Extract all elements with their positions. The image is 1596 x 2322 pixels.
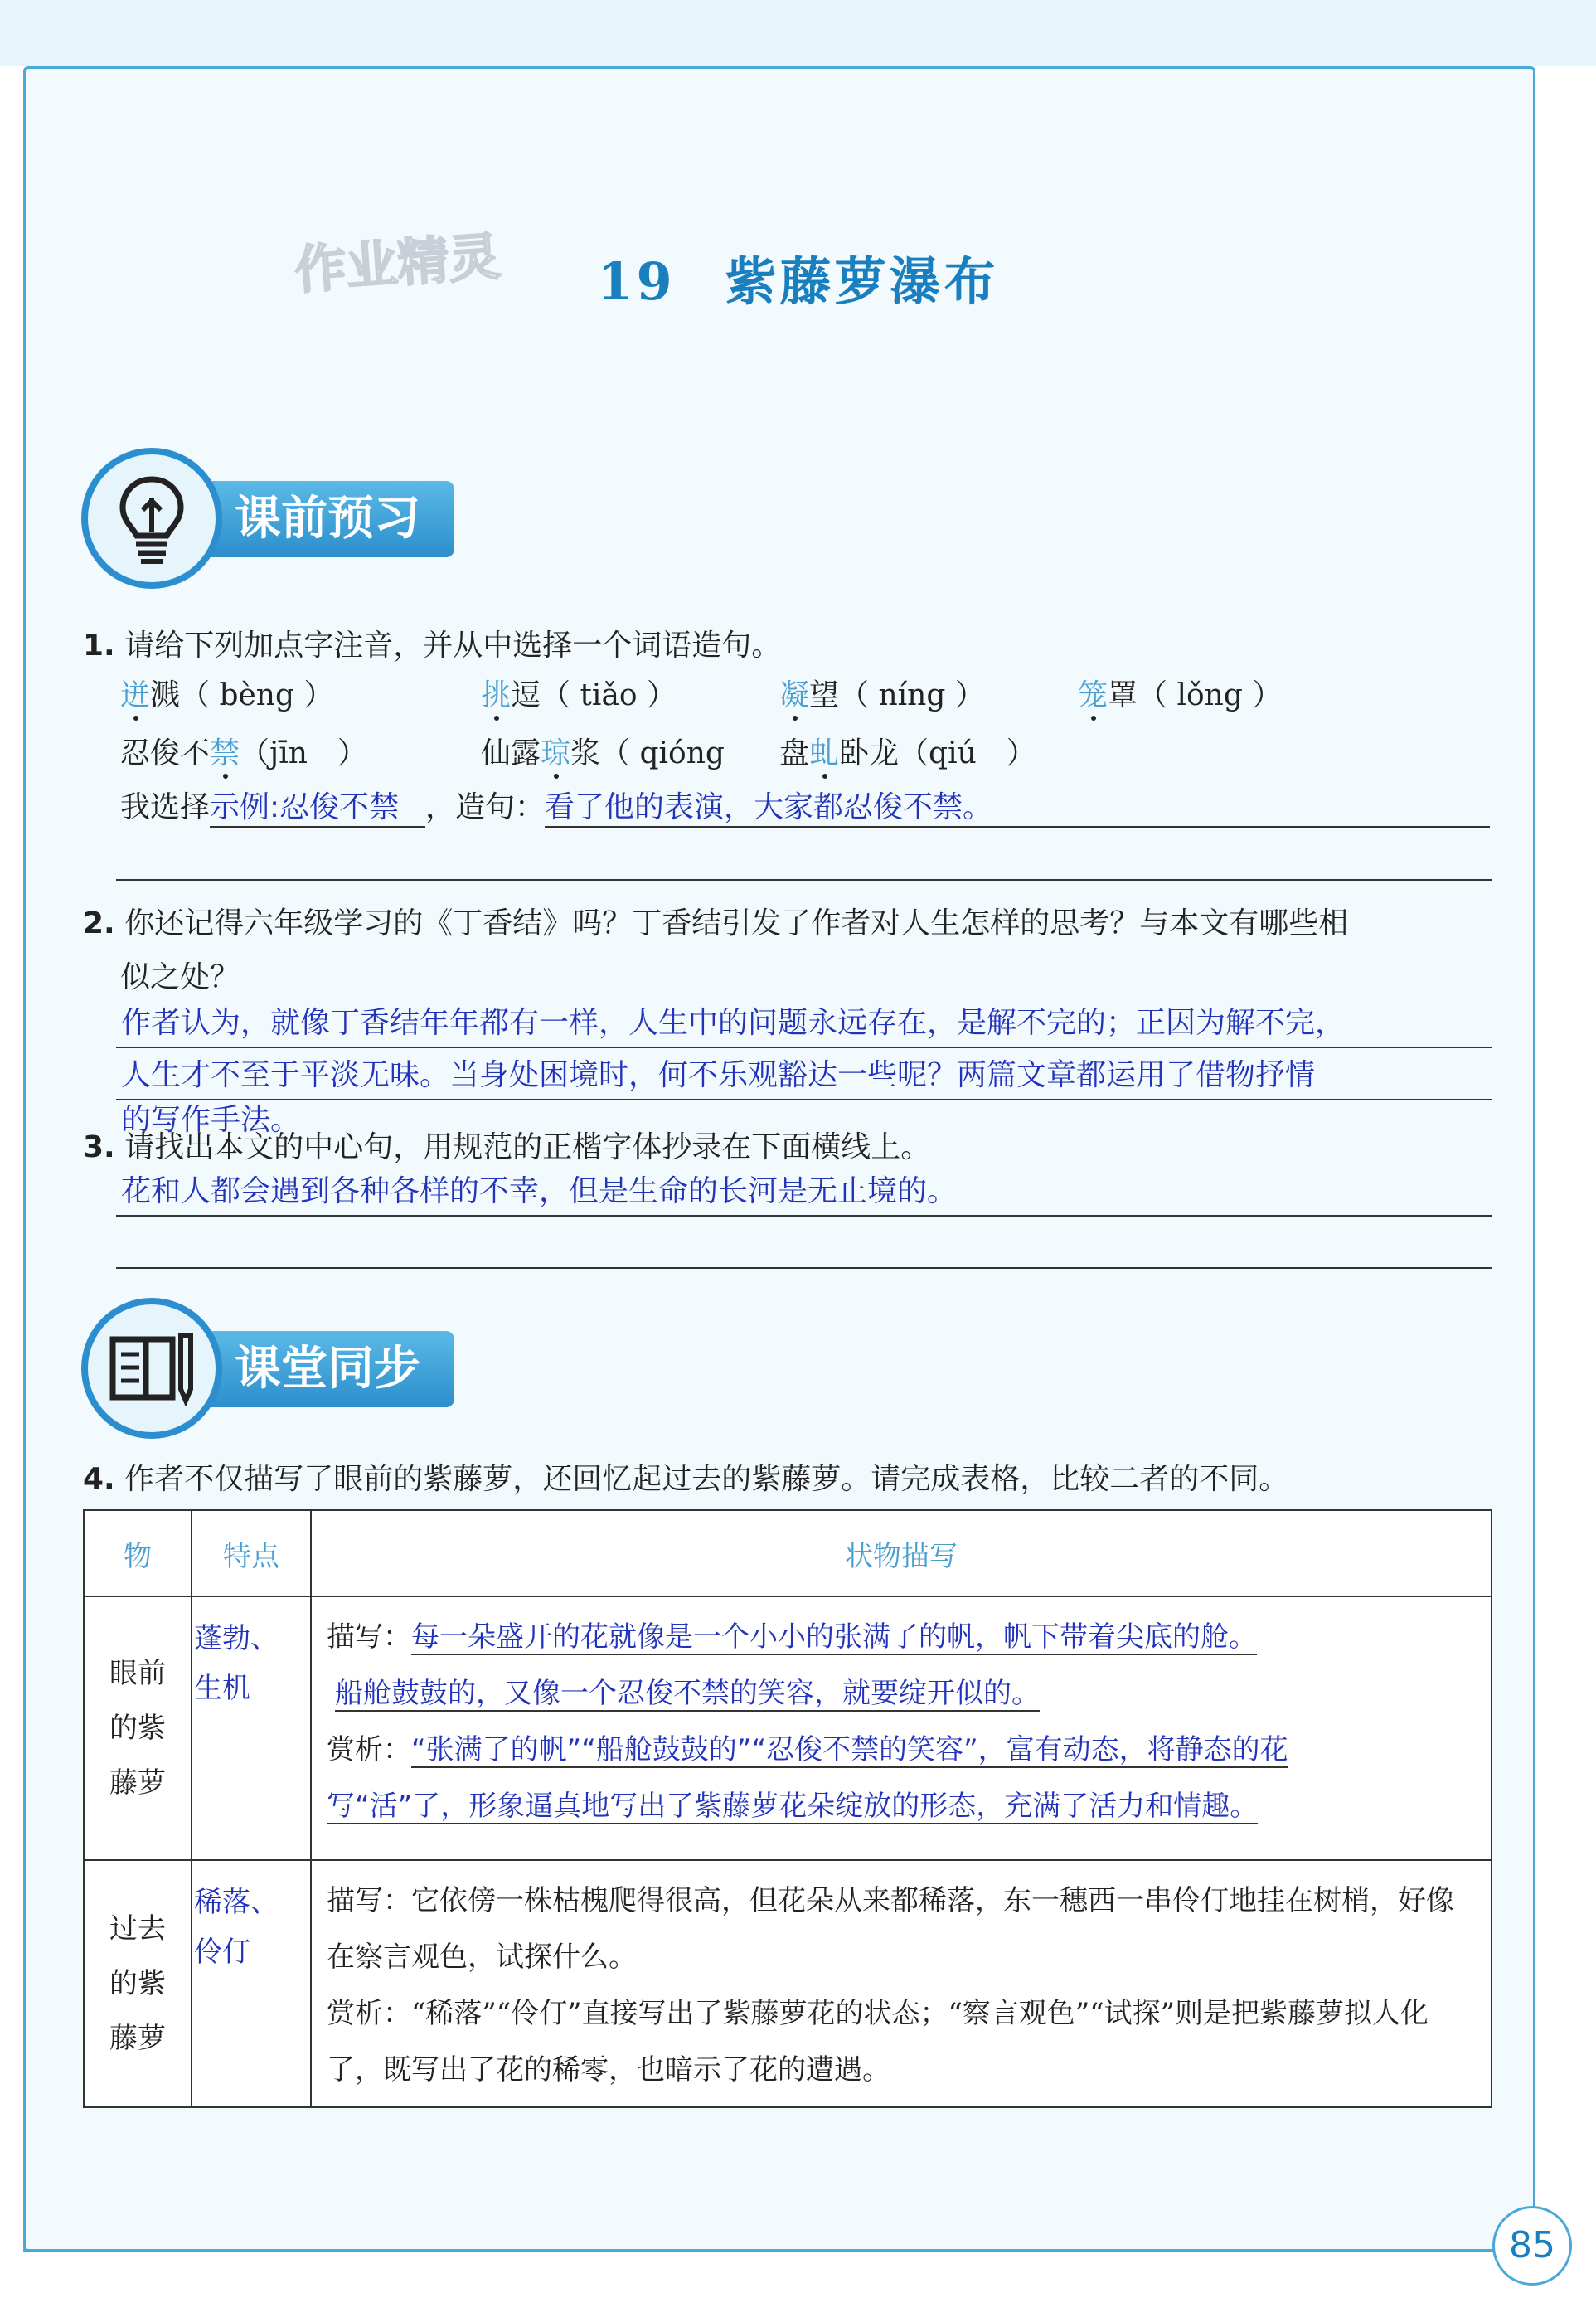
pinyin-item: 笼罩（ lǒng ）: [1078, 678, 1283, 712]
q2-answer-line: 作者认为，就像丁香结年年都有一样，人生中的问题永远存在，是解不完的；正因为解不完，: [121, 1006, 1346, 1040]
row-label: 眼前的紫藤萝: [84, 1596, 192, 1860]
q2-answer-line: 人生才不至于平淡无味。当身处困境时，何不乐观豁达一些呢？两篇文章都运用了借物抒情: [121, 1058, 1316, 1092]
pinyin-item: 迸溅（ bèng ）: [120, 678, 334, 712]
question-3: 3. 请找出本文的中心句，用规范的正楷字体抄录在下面横线上。: [83, 1130, 931, 1164]
row-description: 描写：它依傍一株枯槐爬得很高，但花朵从来都稀落，东一穗西一串伶仃地挂在树梢，好像在察言观色，试探什么。 赏析：“稀落”“伶仃”直接写出了紫藤萝花的状态；“察言观色”“试探”则是把紫藤萝拟人化了，既写出了花的稀零，也暗示了花的遭遇。: [311, 1860, 1492, 2107]
choose-answer: 示例:忍俊不禁: [210, 784, 425, 828]
page-title: [0, 240, 1596, 314]
answer-line: [116, 1099, 1492, 1100]
book-pencil-icon: [81, 1298, 222, 1439]
pinyin-item: 忍俊不禁（jīn ）: [120, 736, 367, 770]
choose-row: 我选择示例:忍俊不禁 ，造句：看了他的表演，大家都忍俊不禁。: [120, 784, 1490, 828]
sentence-answer: 看了他的表演，大家都忍俊不禁。: [545, 784, 1490, 828]
question-2-cont: 似之处？: [120, 960, 240, 994]
lesson-title: 紫藤萝瀑布: [725, 251, 999, 312]
table-header-row: [84, 1510, 1492, 1596]
q2-answer-line: 的写作手法。: [121, 1103, 301, 1137]
q3-answer: 花和人都会遇到各种各样的不幸，但是生命的长河是无止境的。: [121, 1174, 958, 1208]
answer-line: [116, 1215, 1492, 1217]
pinyin-item: 凝望（ níng ）: [779, 678, 985, 712]
answer-line: [116, 1267, 1492, 1269]
row-feature: 蓬勃、生机: [192, 1596, 311, 1860]
page-number: 85: [1492, 2206, 1572, 2286]
question-4: 4. 作者不仅描写了眼前的紫藤萝，还回忆起过去的紫藤萝。请完成表格，比较二者的不同。: [83, 1462, 1289, 1496]
row-feature: 稀落、伶仃: [192, 1860, 311, 2107]
section-header-preview: [81, 448, 463, 589]
footer-line: [23, 2249, 1507, 2252]
lightbulb-icon: [81, 448, 222, 589]
pinyin-item: 挑逗（ tiǎo ）: [481, 678, 677, 712]
header-thing: 物: [84, 1510, 192, 1596]
pinyin-item: 仙露琼浆（ qióng: [481, 736, 725, 770]
question-1: 1. 请给下列加点字注音，并从中选择一个词语造句。: [83, 629, 782, 663]
table-row: [84, 1596, 1492, 1860]
lesson-number: 19: [597, 251, 676, 312]
top-band: [0, 0, 1596, 66]
pinyin-item: 盘虬卧龙（qiú ）: [779, 736, 1036, 770]
watermark: 作业精灵: [293, 226, 502, 301]
section-title-sync: 课堂同步: [197, 1331, 454, 1407]
answer-line: [116, 879, 1492, 881]
answer-line: [116, 1047, 1492, 1048]
question-2: 2. 你还记得六年级学习的《丁香结》吗？丁香结引发了作者对人生怎样的思考？与本文有哪些相: [83, 906, 1349, 940]
header-description: 状物描写: [311, 1510, 1492, 1596]
comparison-table: [83, 1509, 1492, 2108]
section-header-sync: [81, 1298, 463, 1439]
header-feature: 特点: [192, 1510, 311, 1596]
row-description: 描写：每一朵盛开的花就像是一个小小的张满了的帆，帆下带着尖底的舱。 船舱鼓鼓的，又像一个忍俊不禁的笑容，就要绽开似的。 赏析：“张满了的帆”“船舱鼓鼓的”“忍俊不禁的笑容”，富有动态，将静态的花 写“活”了，形象逼真地写出了紫藤萝花朵绽放的形态，充满了活力和情趣。: [311, 1596, 1492, 1860]
section-title-preview: 课前预习: [197, 481, 454, 557]
table-row: [84, 1860, 1492, 2107]
row-label: 过去的紫藤萝: [84, 1860, 192, 2107]
